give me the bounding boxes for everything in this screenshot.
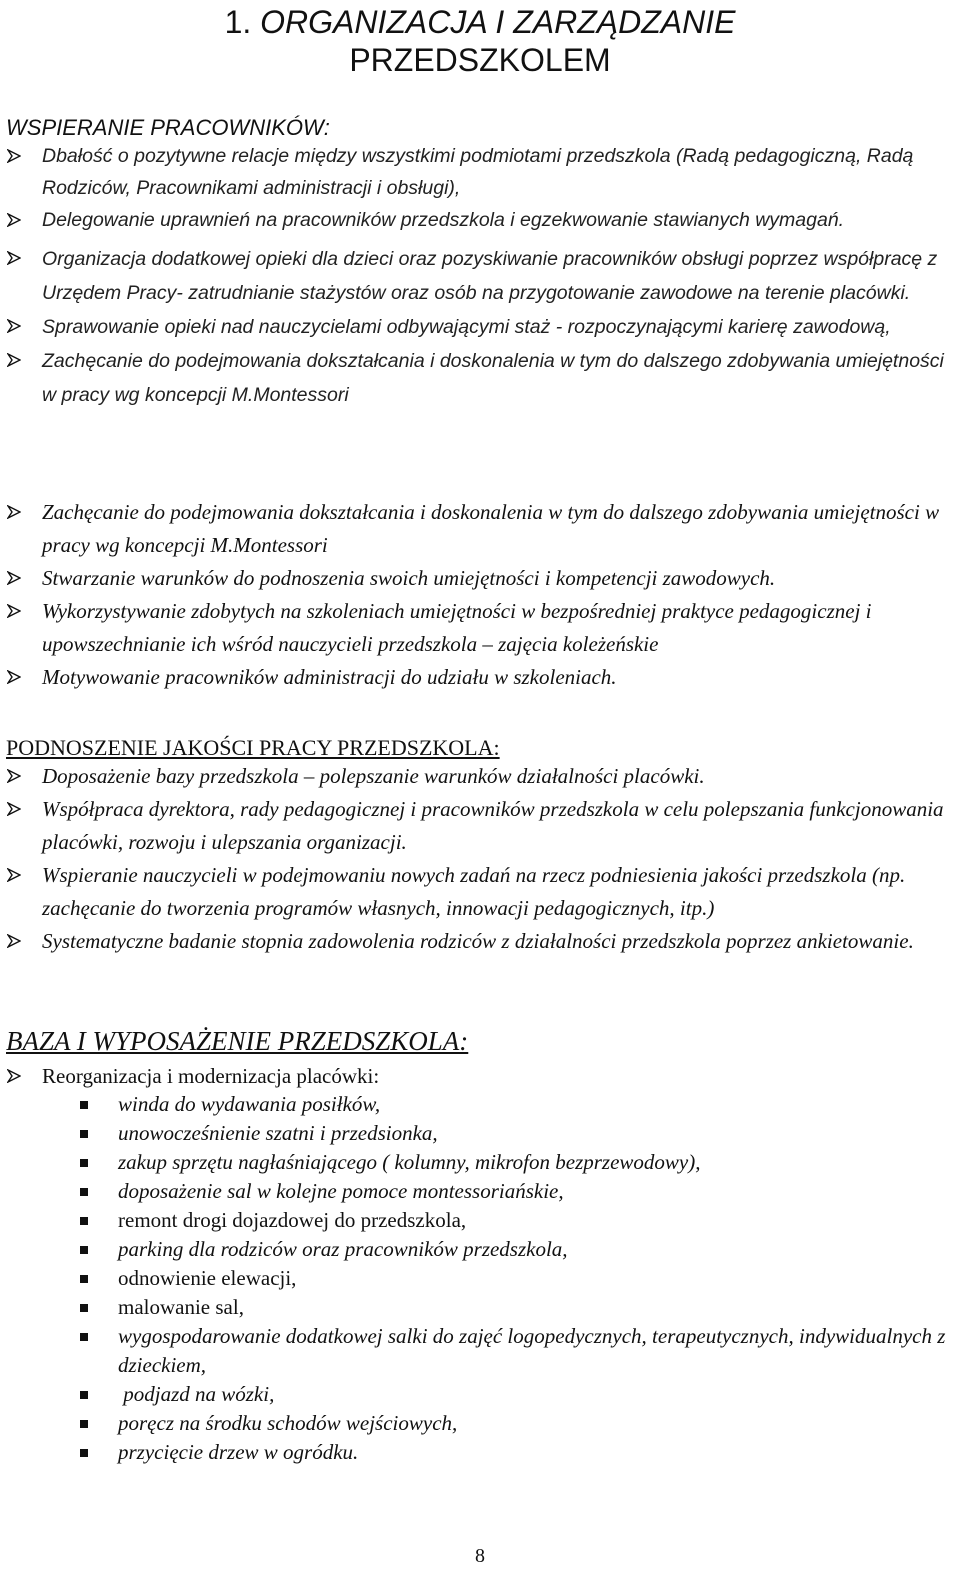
page-number: 8 <box>475 1545 485 1567</box>
list-item: Doposażenie bazy przedszkola – polepszanie warunków działalności placówki. <box>0 760 952 793</box>
arrow-bullet-icon <box>7 1069 21 1083</box>
square-bullet-icon <box>80 1304 88 1312</box>
page-title-line2: PRZEDSZKOLEM <box>349 42 611 78</box>
arrow-bullet-icon <box>7 868 21 882</box>
list-item: Motywowanie pracowników administracji do udziału w szkoleniach. <box>0 661 952 694</box>
arrow-bullet-icon <box>7 571 21 585</box>
section-heading-quality: PODNOSZENIE JAKOŚCI PRACY PRZEDSZKOLA: <box>6 735 500 760</box>
list-item: odnowienie elewacji, <box>0 1264 948 1293</box>
list-item: Stwarzanie warunków do podnoszenia swoich umiejętności i kompetencji zawodowych. <box>0 562 952 595</box>
square-bullet-icon <box>80 1217 88 1225</box>
list-item: Wykorzystywanie zdobytych na szkoleniach umiejętności w bezpośredniej praktyce pedagogicznej i upowszechnianie ich wśród nauczycieli przedszkola – zajęcia koleżeńskie <box>0 595 952 661</box>
arrow-bullet-icon <box>7 769 21 783</box>
list-item: przycięcie drzew w ogródku. <box>0 1438 948 1467</box>
square-bullet-icon <box>80 1333 88 1341</box>
square-bullet-icon <box>80 1188 88 1196</box>
list-item: Reorganizacja i modernizacja placówki: <box>0 1060 952 1093</box>
arrow-bullet-icon <box>7 934 21 948</box>
list-item: Sprawowanie opieki nad nauczycielami odbywającymi staż - rozpoczynającymi karierę zawodową, <box>0 310 952 344</box>
arrow-bullet-icon <box>7 505 21 519</box>
list-item: Systematyczne badanie stopnia zadowolenia rodziców z działalności przedszkola poprzez ankietowanie. <box>0 925 952 958</box>
square-bullet-icon <box>80 1159 88 1167</box>
list-item: Dbałość o pozytywne relacje między wszystkimi podmiotami przedszkola (Radą pedagogiczną, Radą Rodziców, Pracownikami administracji i obsługi), <box>0 140 952 204</box>
list-item: Wspieranie nauczycieli w podejmowaniu nowych zadań na rzecz podniesienia jakości przedszkola (np. zachęcanie do tworzenia programów własnych, innowacji pedagogicznych, itp.) <box>0 859 952 925</box>
square-bullet-icon <box>80 1391 88 1399</box>
list-item: Delegowanie uprawnień na pracowników przedszkola i egzekwowanie stawianych wymagań. <box>0 204 952 236</box>
list-item: winda do wydawania posiłków, <box>0 1090 948 1119</box>
list-item: parking dla rodziców oraz pracowników przedszkola, <box>0 1235 948 1264</box>
square-bullet-icon <box>80 1275 88 1283</box>
list-item: zakup sprzętu nagłaśniającego ( kolumny, mikrofon bezprzewodowy), <box>0 1148 948 1177</box>
arrow-bullet-icon <box>7 353 21 367</box>
square-bullet-icon <box>80 1246 88 1254</box>
square-bullet-icon <box>80 1449 88 1457</box>
title-number: 1. <box>224 4 252 40</box>
list-item: Zachęcanie do podejmowania dokształcania i doskonalenia w tym do dalszego zdobywania umiejętności w pracy wg koncepcji M.Montessori <box>0 496 952 562</box>
list-item: Współpraca dyrektora, rady pedagogicznej i pracowników przedszkola w celu polepszania funkcjonowania placówki, rozwoju i ulepszania organizacji. <box>0 793 952 859</box>
list-item: Zachęcanie do podejmowania dokształcania i doskonalenia w tym do dalszego zdobywania umiejętności w pracy wg koncepcji M.Montessori <box>0 344 952 412</box>
arrow-bullet-icon <box>7 149 21 163</box>
section-heading-facilities: BAZA I WYPOSAŻENIE PRZEDSZKOLA: <box>6 1026 469 1056</box>
arrow-bullet-icon <box>7 670 21 684</box>
list-item: malowanie sal, <box>0 1293 948 1322</box>
square-bullet-icon <box>80 1130 88 1138</box>
list-item: remont drogi dojazdowej do przedszkola, <box>0 1206 948 1235</box>
square-bullet-icon <box>80 1101 88 1109</box>
facilities-list <box>0 1060 960 1093</box>
staff-support-list-continued <box>0 496 960 694</box>
list-item: podjazd na wózki, <box>0 1380 948 1409</box>
quality-list <box>0 760 960 958</box>
arrow-bullet-icon <box>7 802 21 816</box>
facilities-sublist <box>0 1090 960 1467</box>
list-item: doposażenie sal w kolejne pomoce montessoriańskie, <box>0 1177 948 1206</box>
square-bullet-icon <box>80 1420 88 1428</box>
arrow-bullet-icon <box>7 319 21 333</box>
staff-support-list <box>0 140 960 412</box>
section-heading-staff-support: WSPIERANIE PRACOWNIKÓW: <box>6 115 330 140</box>
list-item: wygospodarowanie dodatkowej salki do zajęć logopedycznych, terapeutycznych, indywidualnych z dzieckiem, <box>0 1322 948 1380</box>
list-item: unowocześnienie szatni i przedsionka, <box>0 1119 948 1148</box>
list-item: Organizacja dodatkowej opieki dla dzieci oraz pozyskiwanie pracowników obsługi poprzez współpracę z Urzędem Pracy- zatrudnianie stażystów oraz osób na przygotowanie zawodowe na terenie placówki. <box>0 242 952 310</box>
list-item: poręcz na środku schodów wejściowych, <box>0 1409 948 1438</box>
arrow-bullet-icon <box>7 251 21 265</box>
title-line1: ORGANIZACJA I ZARZĄDZANIE <box>260 4 736 40</box>
arrow-bullet-icon <box>7 604 21 618</box>
arrow-bullet-icon <box>7 213 21 227</box>
